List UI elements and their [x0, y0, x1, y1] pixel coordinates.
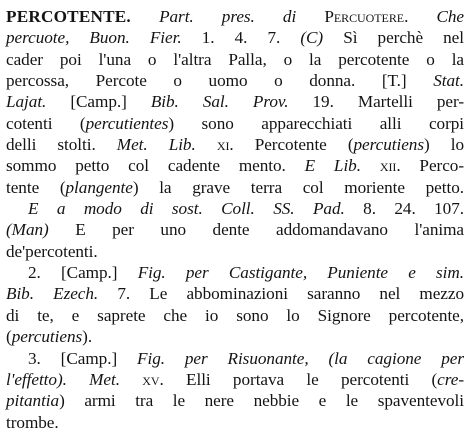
- entry-line: [6, 91, 464, 112]
- entry-line: [6, 134, 464, 155]
- text-run: trombe.: [6, 412, 59, 432]
- italic-run: Met. Lib.: [116, 135, 196, 155]
- text-run: cader poi l'una o l'altra Palla, o la percotente o la: [6, 49, 464, 69]
- text-run: di te, e saprete che io sono lo Signore percotente,: [6, 305, 464, 325]
- italic-run: l'effetto).: [6, 369, 67, 389]
- italic-run: percuote, Buon. Fier.: [6, 28, 182, 48]
- italic-run: (Man): [6, 220, 49, 240]
- text-run: delli stolti.: [6, 135, 117, 155]
- text-run: [67, 370, 89, 389]
- entry-line: [6, 241, 464, 262]
- italic-run: Stat.: [433, 71, 464, 91]
- text-run: ) armi tra le nere nebbie e le spaventevoli: [59, 391, 464, 411]
- text-run: . Percotente (: [229, 135, 354, 155]
- text-run: ) la grave terra col moriente petto.: [132, 177, 464, 197]
- text-run: sommo petto col cadente mento.: [6, 156, 305, 176]
- text-run: [196, 135, 217, 154]
- text-run: ) sono apparecchiati alli corpi: [168, 113, 465, 133]
- text-run: . Perco-: [396, 156, 464, 176]
- entry-line: [6, 305, 464, 326]
- entry-line: [6, 198, 464, 219]
- text-run: cotenti (: [6, 113, 86, 133]
- smallcaps-run: xi: [216, 135, 230, 155]
- entry-line: [6, 390, 464, 411]
- italic-run: E a modo di sost. Coll. SS. Pad.: [28, 199, 345, 219]
- text-run: [Camp.]: [46, 92, 151, 112]
- text-run: 2. [Camp.]: [28, 263, 138, 283]
- entry-line: [6, 348, 464, 369]
- entry-line: [6, 155, 464, 176]
- entry-line: [6, 283, 464, 304]
- italic-run: cre-: [437, 369, 464, 389]
- headword: PERCOTENTE.: [6, 7, 131, 26]
- smallcaps-run: xv: [142, 369, 160, 389]
- entry-line: [6, 326, 464, 347]
- entry-line: [6, 219, 464, 240]
- italic-run: percutiens: [353, 135, 424, 155]
- italic-run: (C): [300, 28, 324, 48]
- text-run: [361, 156, 380, 175]
- italic-run: percutiens: [11, 327, 83, 347]
- text-run: .: [404, 7, 437, 26]
- text-run: 3. [Camp.]: [28, 348, 138, 368]
- text-run: (: [6, 327, 12, 347]
- italic-run: Fig. per Castigante, Puniente e sim.: [137, 263, 464, 283]
- text-run: 1. 4. 7.: [181, 28, 301, 48]
- italic-run: pitantia: [6, 391, 60, 411]
- text-run: [120, 370, 142, 389]
- text-run: 8. 24. 107.: [344, 199, 464, 219]
- smallcaps-run: xii: [379, 156, 397, 176]
- text-run: . Elli portava le percotenti (: [159, 369, 438, 389]
- italic-run: Met.: [89, 369, 120, 389]
- italic-run: Lajat.: [6, 92, 47, 112]
- entry-line: [6, 49, 464, 70]
- entry-line: [6, 6, 464, 27]
- text-run: ) lo: [423, 135, 465, 155]
- entry-line: [6, 27, 464, 48]
- text-run: percossa, Percote o uomo o donna. [T.]: [6, 71, 434, 91]
- text-run: ).: [82, 327, 93, 347]
- text-run: E per uno dente addomandavano l'anima: [48, 220, 464, 240]
- italic-run: Part. pres. di: [159, 7, 325, 26]
- italic-run: E Lib.: [304, 156, 361, 176]
- text-run: Sì perchè nel: [323, 28, 464, 48]
- italic-run: Bib. Ezech.: [6, 284, 99, 304]
- entry-line: [6, 113, 464, 134]
- entry-line: [6, 369, 464, 390]
- italic-run: Fig. per Risuonante, (la cagione per: [137, 348, 465, 368]
- text-run: de'percotenti.: [6, 241, 98, 261]
- italic-run: Bib. Sal. Prov.: [150, 92, 289, 112]
- entry-line: [6, 177, 464, 198]
- text-run: 7. Le abbominazioni saranno nel mezzo: [98, 284, 465, 304]
- smallcaps-run: Percuotere: [324, 7, 405, 26]
- italic-run: Che: [436, 7, 465, 26]
- italic-run: plangente: [65, 177, 133, 197]
- italic-run: percutientes: [85, 113, 169, 133]
- text-run: 19. Martelli per-: [288, 92, 464, 112]
- text-run: [131, 7, 159, 26]
- text-run: tente (: [6, 177, 66, 197]
- entry-line: [6, 70, 464, 91]
- entry-line: [6, 262, 464, 283]
